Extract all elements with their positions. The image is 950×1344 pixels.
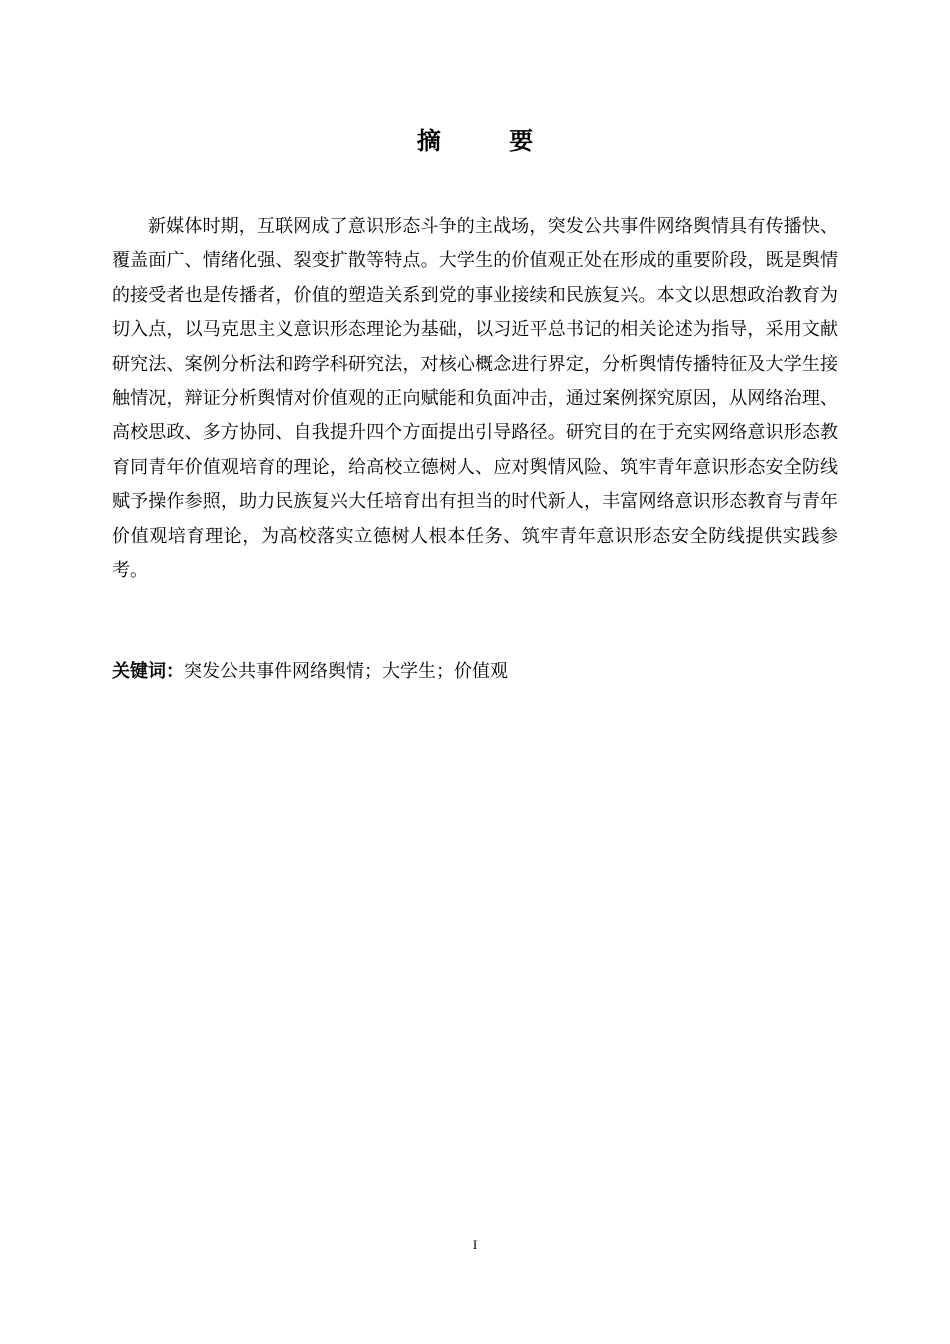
keywords-label: 关键词： — [112, 661, 184, 682]
abstract-paragraph: 新媒体时期，互联网成了意识形态斗争的主战场，突发公共事件网络舆情具有传播快、覆盖面广、情绪化强、裂变扩散等特点。大学生的价值观正处在形成的重要阶段，既是舆情的接受者也是传播者，价值的塑造关系到党的事业接续和民族复兴。本文以思想政治教育为切入点，以马克思主义意识形态理论为基础，以习近平总书记的相关论述为指导，采用文献研究法、案例分析法和跨学科研究法，对核心概念进行界定，分析舆情传播特征及大学生接触情况，辩证分析舆情对价值观的正向赋能和负面冲击，通过案例探究原因，从网络治理、高校思政、多方协同、自我提升四个方面提出引导路径。研究目的在于充实网络意识形态教育同青年价值观培育的理论，给高校立德树人、应对舆情风险、筑牢青年意识形态安全防线赋予操作参照，助力民族复兴大任培育出有担当的时代新人，丰富网络意识形态教育与青年价值观培育理论，为高校落实立德树人根本任务、筑牢青年意识形态安全防线提供实践参考。 — [112, 216, 838, 582]
keywords-line — [112, 657, 838, 687]
page-number: I — [472, 1237, 478, 1252]
keywords-text: 突发公共事件网络舆情；大学生；价值观 — [184, 661, 508, 682]
page-title: 摘 要 — [416, 127, 564, 155]
